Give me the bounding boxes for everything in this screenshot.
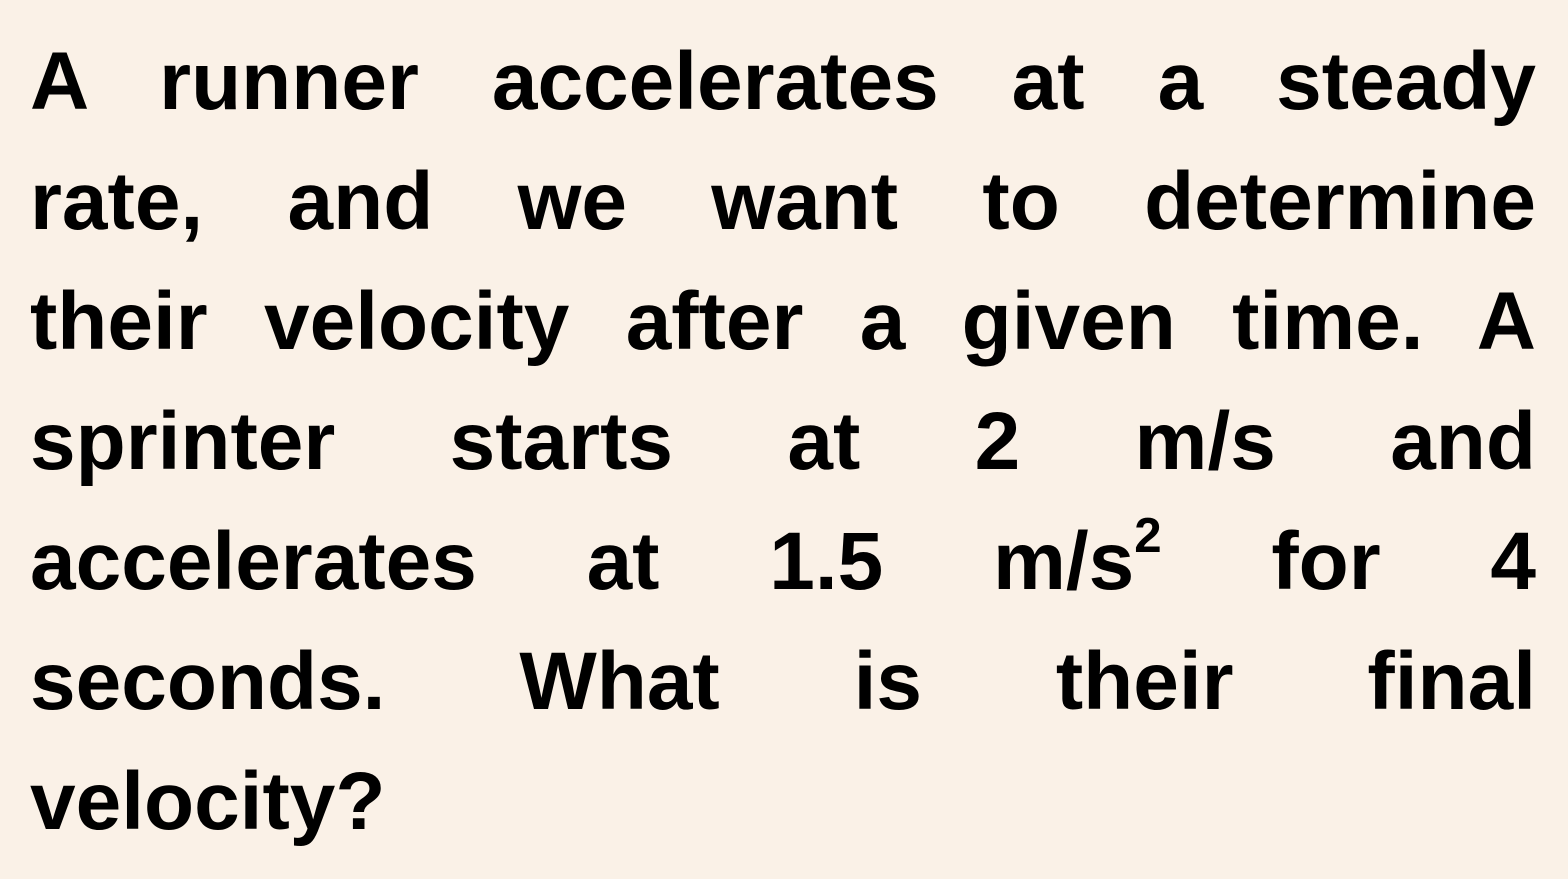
question-text bbox=[30, 22, 1536, 862]
question-line-6: seconds. What is their final bbox=[30, 636, 1536, 727]
question-line-2: rate, and we want to determine bbox=[30, 156, 1536, 247]
question-line-7: velocity? bbox=[30, 756, 386, 847]
question-line-3: their velocity after a given time. A bbox=[30, 276, 1536, 367]
squared-superscript: 2 bbox=[1134, 508, 1162, 564]
question-line-5 bbox=[30, 502, 1536, 622]
question-line-1: A runner accelerates at a steady bbox=[30, 36, 1536, 127]
question-line-5-end: for 4 bbox=[1161, 516, 1536, 607]
question-line-5-start: accelerates at 1.5 m/s bbox=[30, 516, 1135, 607]
question-line-4: sprinter starts at 2 m/s and bbox=[30, 396, 1536, 487]
